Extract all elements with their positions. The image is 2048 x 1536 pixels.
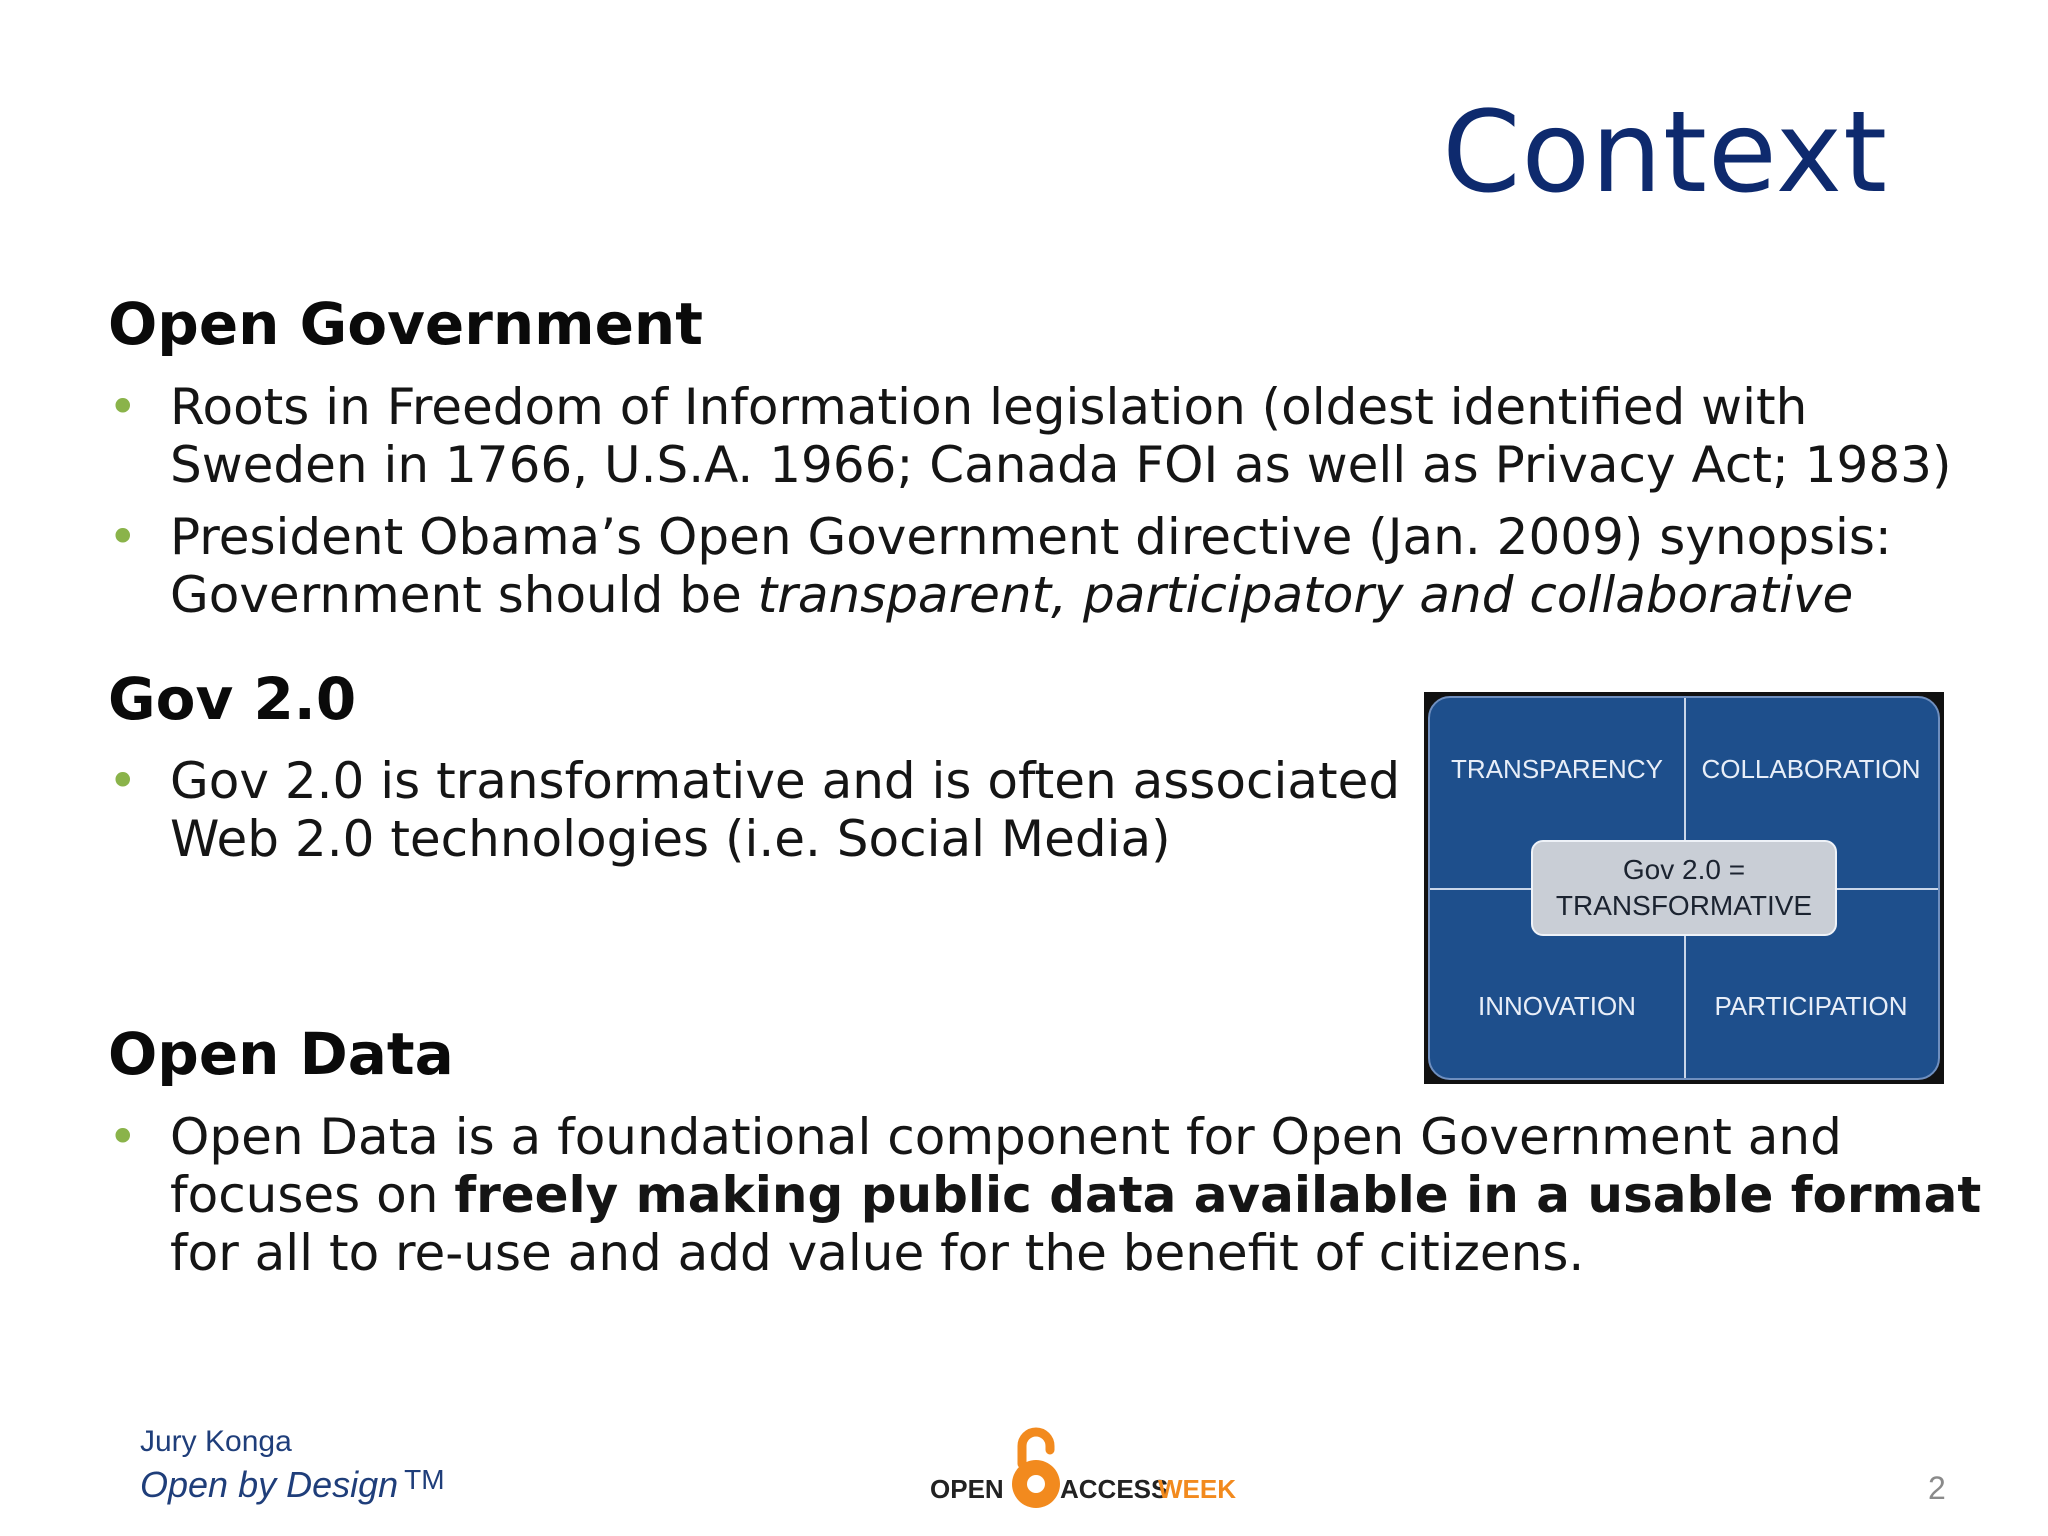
open-data-list	[108, 1108, 1988, 1296]
diagram-label-transparency: TRANSPARENCY	[1451, 754, 1663, 784]
logo-open-text: OPEN	[930, 1474, 1004, 1504]
logo-week-text: WEEK	[1158, 1474, 1236, 1504]
open-government-list	[108, 378, 1988, 638]
bullet-text: Roots in Freedom of Information legislation (oldest identified with Sweden in 1766, U.S.A. 1966; Canada FOI as well as Privacy Act; 1983)	[170, 378, 1952, 494]
trademark: TM	[404, 1464, 445, 1495]
footer-tagline	[140, 1464, 445, 1506]
slide-title: Context	[1442, 88, 1888, 218]
bullet-text-line2: Web 2.0 technologies (i.e. Social Media)	[170, 810, 1171, 868]
diagram-center-box	[1531, 840, 1837, 936]
bullet-icon: •	[108, 752, 138, 810]
tagline-text: Open by Design	[140, 1464, 399, 1505]
list-item	[108, 752, 1438, 868]
list-item	[108, 378, 1988, 494]
heading-gov20: Gov 2.0	[108, 665, 357, 733]
diagram-center-line1: Gov 2.0 =	[1622, 854, 1746, 885]
bullet-icon: •	[108, 378, 138, 436]
heading-open-government: Open Government	[108, 290, 703, 358]
bullet-text-line1: Gov 2.0 is transformative and is often associated	[170, 752, 1401, 810]
bullet-italic-text: transparent, participatory and collaborative	[757, 566, 1854, 624]
open-access-week-logo	[930, 1424, 1250, 1514]
list-item	[108, 1108, 1988, 1282]
bullet-text: President Obama’s Open Government directive (Jan. 2009) synopsis: Government should be	[170, 508, 1892, 624]
heading-open-data: Open Data	[108, 1020, 454, 1088]
diagram-label-participation: PARTICIPATION	[1714, 991, 1908, 1021]
diagram-panel	[1428, 696, 1940, 1080]
bullet-text-end: for all to re-use and add value for the benefit of citizens.	[170, 1224, 1585, 1282]
diagram-label-collaboration: COLLABORATION	[1701, 754, 1921, 784]
bullet-icon: •	[108, 1108, 138, 1166]
list-item	[108, 508, 1988, 624]
logo-access-text: ACCESS	[1060, 1474, 1169, 1504]
diagram-label-innovation: INNOVATION	[1478, 991, 1636, 1021]
footer-author: Jury Konga	[140, 1425, 292, 1458]
page-number: 2	[1928, 1470, 1946, 1506]
gov20-list	[108, 752, 1438, 882]
diagram-center-line2: TRANSFORMATIVE	[1555, 890, 1813, 921]
gov20-diagram	[1424, 692, 1944, 1084]
bullet-icon: •	[108, 508, 138, 566]
bullet-text: Open Data is a foundational component for Open Government and focuses on	[170, 1108, 1842, 1224]
open-access-lock-icon	[1008, 1424, 1064, 1514]
bullet-bold-text: freely making public data available in a usable format	[454, 1166, 1982, 1224]
